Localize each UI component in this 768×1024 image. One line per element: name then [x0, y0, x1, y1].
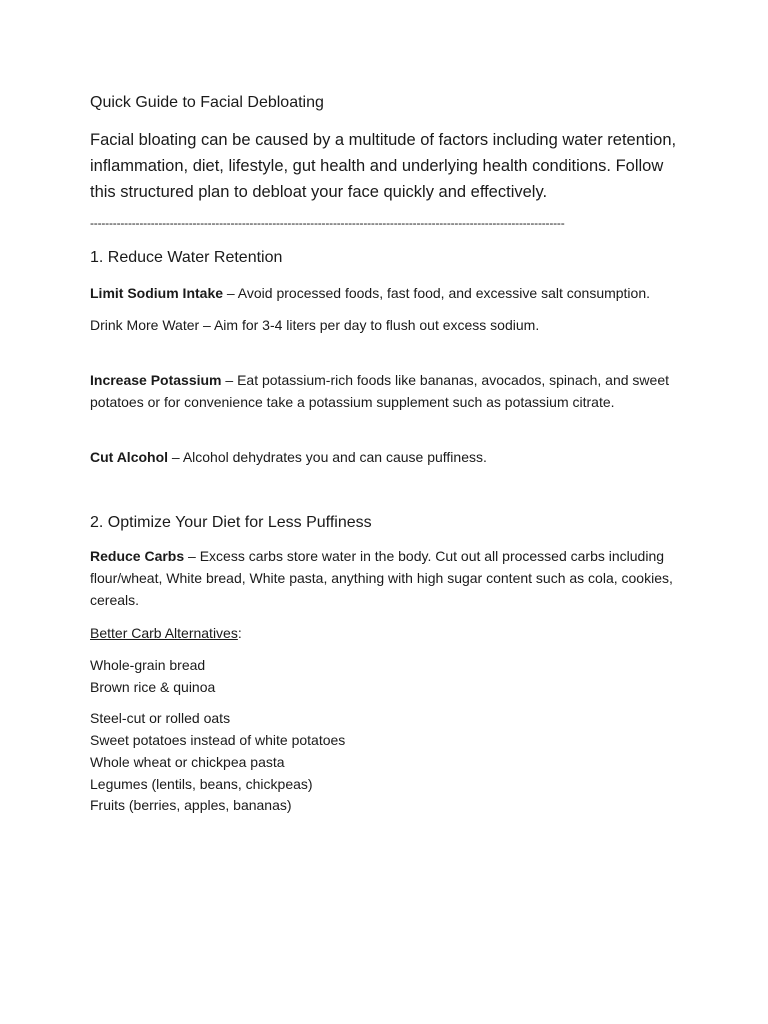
document-page — [90, 92, 680, 817]
tip-cut-alcohol — [90, 446, 680, 468]
tip-increase-potassium — [90, 369, 680, 413]
list-item: Whole wheat or chickpea pasta — [90, 753, 285, 770]
tip-text: – Alcohol dehydrates you and can cause puffiness. — [168, 449, 487, 465]
section-heading-diet: 2. Optimize Your Diet for Less Puffiness — [90, 514, 372, 531]
list-item: Fruits (berries, apples, bananas) — [90, 797, 292, 814]
section-heading-water-retention: 1. Reduce Water Retention — [90, 249, 283, 266]
tip-text: – Eat potassium-rich foods like bananas, avocados, spinach, and sweet potatoes or for convenience take a potassium supplement such as potassium citrate. — [90, 372, 669, 410]
alternatives-list-group-2 — [90, 708, 680, 817]
tip-drink-water — [90, 314, 680, 336]
tip-label: Cut Alcohol — [90, 449, 169, 465]
tip-text: Drink More Water – Aim for 3-4 liters per day to flush out excess sodium. — [90, 317, 540, 333]
better-carb-alternatives-label — [90, 622, 680, 644]
tip-label: Increase Potassium — [90, 372, 222, 388]
tip-text: – Excess carbs store water in the body. Cut out all processed carbs including flour/wheat, White bread, White pasta, anything with high sugar content such as cola, cookies, cereals. — [90, 548, 673, 608]
tip-label: Limit Sodium Intake — [90, 285, 224, 301]
list-item: Sweet potatoes instead of white potatoes — [90, 732, 346, 749]
dashed-divider: ----------------------------------------------------------------------------------------------------------------------------- — [90, 216, 565, 230]
list-item: Whole-grain bread — [90, 657, 206, 673]
tip-text: – Avoid processed foods, fast food, and excessive salt consumption. — [223, 285, 651, 301]
list-item: Legumes (lentils, beans, chickpeas) — [90, 775, 313, 792]
tip-limit-sodium — [90, 282, 680, 304]
alternatives-label-text: Better Carb Alternatives — [90, 625, 238, 641]
list-item: Brown rice & quinoa — [90, 678, 216, 695]
list-item: Steel-cut or rolled oats — [90, 710, 231, 727]
intro-paragraph: Facial bloating can be caused by a multitude of factors including water retention, inflammation, diet, lifestyle, gut health and underlying health conditions. Follow this structured plan to debloat your face quickly and effectively. — [90, 131, 677, 201]
tip-reduce-carbs — [90, 545, 680, 611]
alternatives-colon: : — [237, 625, 242, 641]
document-title: Quick Guide to Facial Debloating — [90, 94, 324, 111]
tip-label: Reduce Carbs — [90, 548, 185, 564]
alternatives-list-group-1 — [90, 655, 680, 698]
